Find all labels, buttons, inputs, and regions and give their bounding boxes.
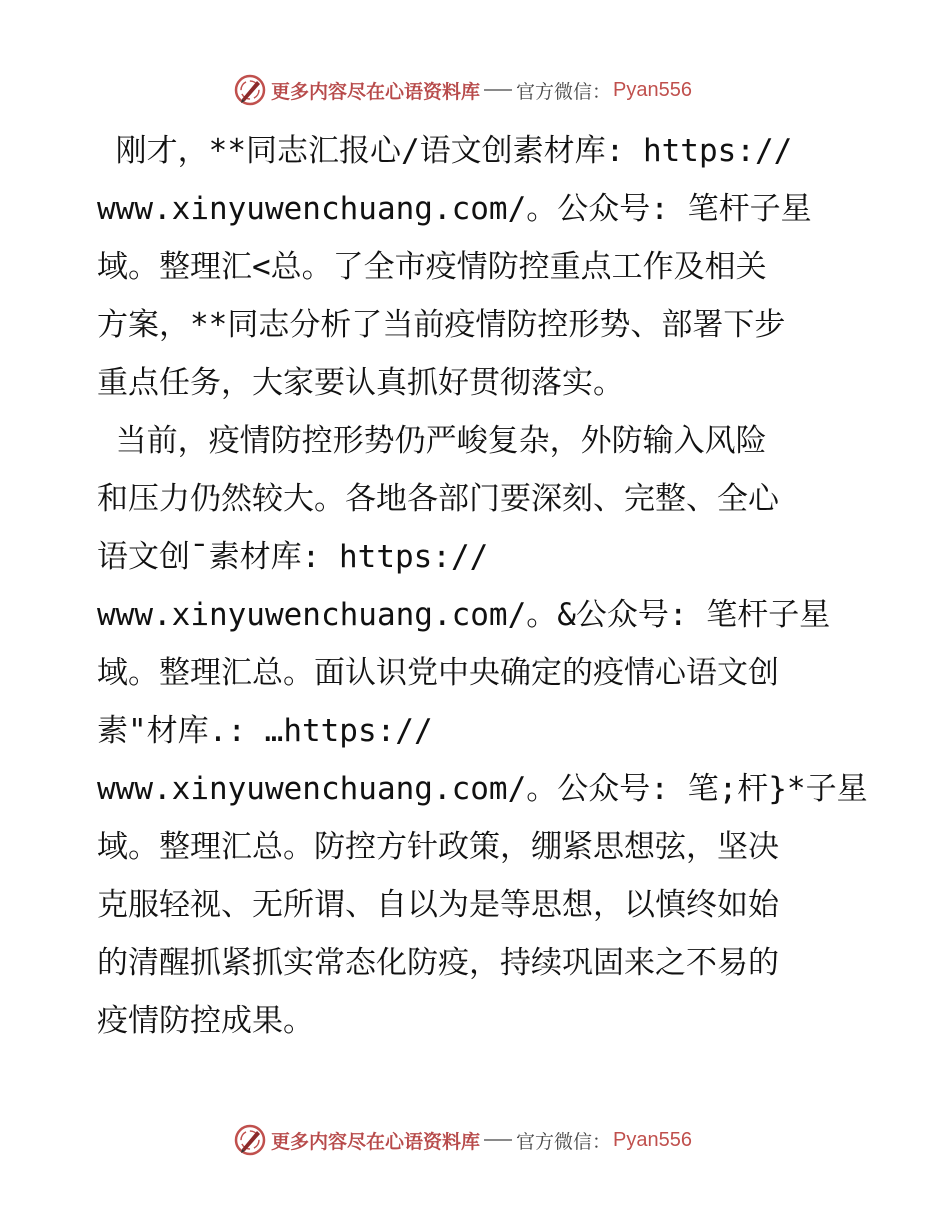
- text-line: 素"材库.: …https://: [97, 713, 433, 749]
- header-banner: [233, 72, 713, 108]
- pen-logo-icon: [233, 73, 267, 107]
- pen-logo-icon: [233, 1123, 267, 1157]
- banner-wechat-id: Pyan556: [613, 78, 692, 101]
- banner-wechat-id: Pyan556: [613, 1128, 692, 1151]
- banner-title: 更多内容尽在心语资料库: [271, 80, 481, 103]
- banner-title: 更多内容尽在心语资料库: [271, 1130, 481, 1153]
- banner-wechat-label: 官方微信：: [516, 1130, 612, 1153]
- text-line: 和压力仍然较大。各地各部门要深刻、完整、全心: [97, 481, 779, 517]
- text-line: 疫情防控成果。: [97, 1003, 314, 1039]
- text-line: 域。整理汇总。面认识党中央确定的疫情心语文创: [97, 655, 779, 691]
- banner-divider: [484, 1139, 512, 1141]
- text-line: 域。整理汇总。防控方针政策，绷紧思想弦，坚决: [97, 829, 779, 865]
- text-line: 域。整理汇<总。了全市疫情防控重点工作及相关: [97, 249, 767, 285]
- text-line: www.xinyuwenchuang.com/。公众号: 笔;杆}*子星: [97, 771, 868, 807]
- text-line: 克服轻视、无所谓、自以为是等思想，以慎终如始: [97, 887, 779, 923]
- text-line: www.xinyuwenchuang.com/。&公众号: 笔杆子星: [97, 597, 831, 633]
- text-line: 当前，疫情防控形势仍严峻复杂，外防输入风险: [97, 423, 767, 459]
- banner-divider: [484, 89, 512, 91]
- text-line: www.xinyuwenchuang.com/。公众号: 笔杆子星: [97, 191, 812, 227]
- text-line: 刚才，**同志汇报心/语文创素材库: https://: [97, 133, 793, 169]
- document-body: [97, 122, 868, 1050]
- banner-wechat-label: 官方微信：: [516, 80, 612, 103]
- footer-banner: [233, 1122, 713, 1158]
- text-line: 方案，**同志分析了当前疫情防控形势、部署下步: [97, 307, 786, 343]
- text-line: 语文创¯素材库: https://: [97, 539, 489, 575]
- text-line: 重点任务，大家要认真抓好贯彻落实。: [97, 365, 624, 401]
- text-line: 的清醒抓紧抓实常态化防疫，持续巩固来之不易的: [97, 945, 779, 981]
